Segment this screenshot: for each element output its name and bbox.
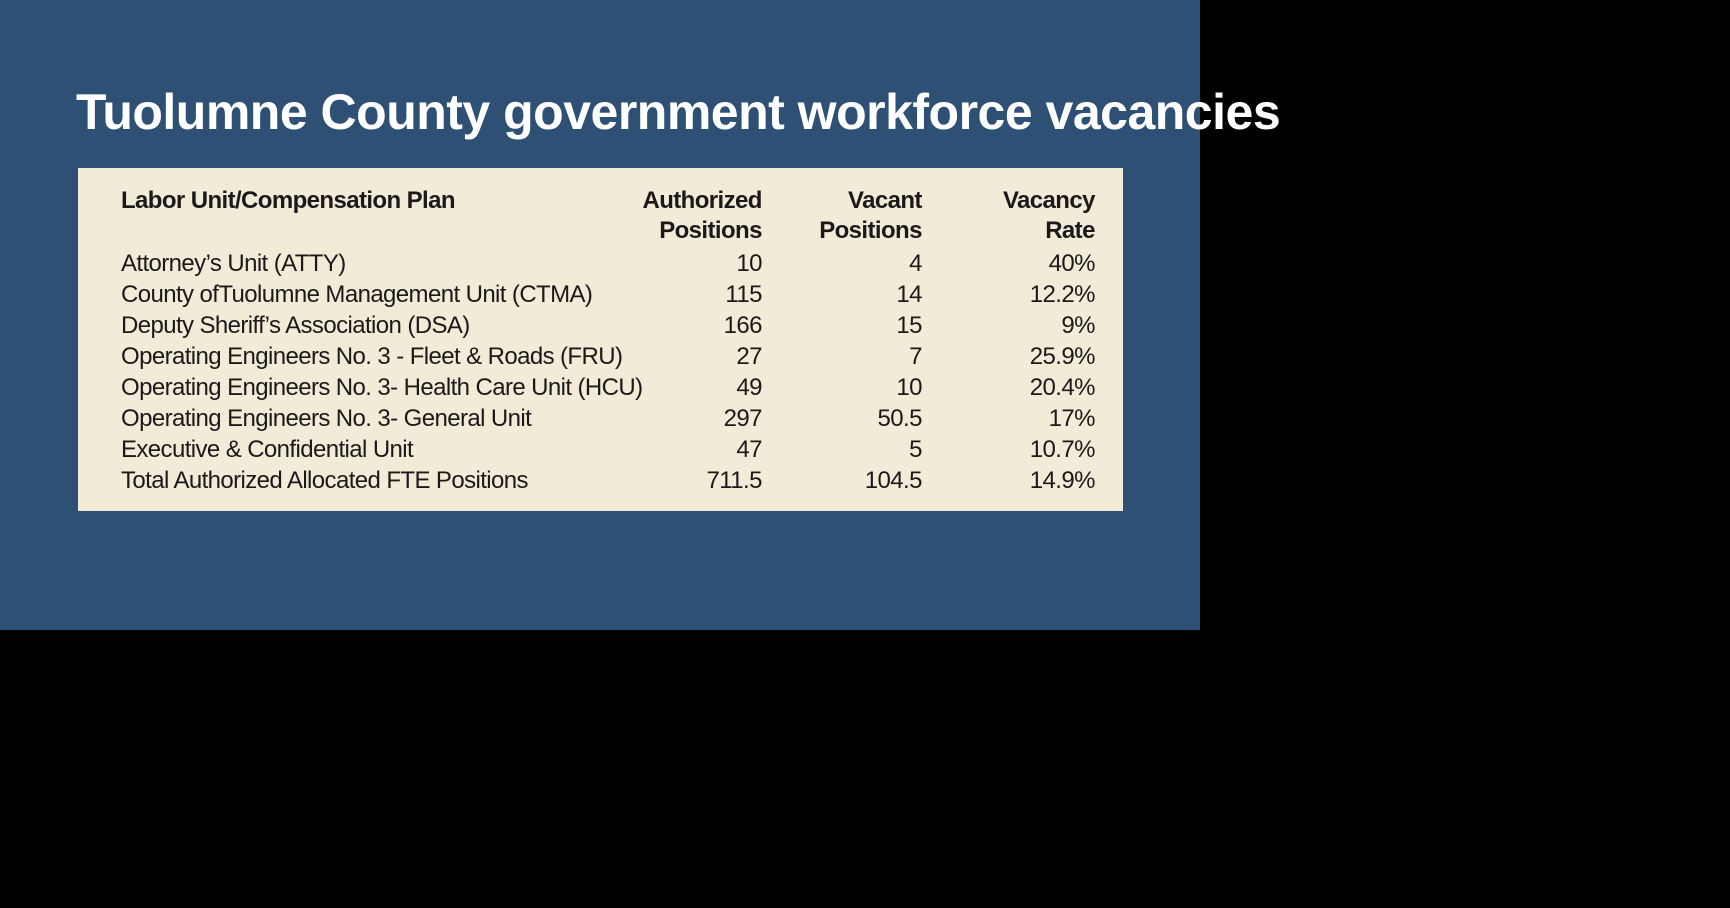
cell-labor-unit: Operating Engineers No. 3- General Unit bbox=[121, 405, 532, 432]
cell-vacant: 7 bbox=[909, 343, 922, 370]
cell-vacancy-rate: 20.4% bbox=[1029, 374, 1095, 401]
cell-vacancy-rate: 25.9% bbox=[1029, 343, 1095, 370]
cell-vacancy-rate: 9% bbox=[1061, 312, 1095, 339]
cell-authorized: 166 bbox=[723, 312, 762, 339]
cell-labor-unit: County ofTuolumne Management Unit (CTMA) bbox=[121, 281, 593, 308]
cell-authorized: 297 bbox=[723, 405, 762, 432]
header-vacancy-rate: Vacancy Rate bbox=[1002, 187, 1095, 244]
cell-authorized: 711.5 bbox=[706, 467, 762, 494]
cell-vacancy-rate: 14.9% bbox=[1029, 467, 1095, 494]
table-header-row bbox=[121, 186, 1095, 248]
cell-vacant: 15 bbox=[896, 312, 922, 339]
table-row bbox=[121, 248, 1095, 279]
cell-vacant: 104.5 bbox=[864, 467, 922, 494]
table-row bbox=[121, 372, 1095, 403]
header-authorized-positions: Authorized Positions bbox=[642, 187, 762, 244]
cell-authorized: 27 bbox=[736, 343, 762, 370]
table-row bbox=[121, 310, 1095, 341]
cell-labor-unit: Deputy Sheriff’s Association (DSA) bbox=[121, 312, 470, 339]
cell-vacant: 5 bbox=[909, 436, 922, 463]
chart-title: Tuolumne County government workforce vacancies bbox=[76, 84, 1281, 140]
cell-labor-unit: Attorney’s Unit (ATTY) bbox=[121, 250, 346, 277]
cell-authorized: 49 bbox=[736, 374, 762, 401]
cell-labor-unit: Operating Engineers No. 3 - Fleet & Roads (FRU) bbox=[121, 343, 623, 370]
cell-labor-unit: Operating Engineers No. 3- Health Care Unit (HCU) bbox=[121, 374, 643, 401]
table-row bbox=[121, 434, 1095, 465]
cell-vacant: 10 bbox=[896, 374, 922, 401]
table-row bbox=[121, 403, 1095, 434]
cell-labor-unit: Total Authorized Allocated FTE Positions bbox=[121, 467, 528, 494]
cell-vacancy-rate: 12.2% bbox=[1029, 281, 1095, 308]
cell-vacant: 4 bbox=[909, 250, 922, 277]
table-card bbox=[78, 168, 1123, 511]
header-vacant-positions: Vacant Positions bbox=[819, 187, 922, 244]
cell-vacancy-rate: 17% bbox=[1048, 405, 1095, 432]
header-labor-unit: Labor Unit/Compensation Plan bbox=[121, 187, 455, 214]
table-row bbox=[121, 341, 1095, 372]
cell-vacant: 14 bbox=[896, 281, 922, 308]
cell-vacancy-rate: 10.7% bbox=[1029, 436, 1095, 463]
cell-vacant: 50.5 bbox=[877, 405, 922, 432]
vacancy-table bbox=[121, 186, 1095, 496]
cell-authorized: 115 bbox=[725, 281, 762, 308]
cell-authorized: 47 bbox=[736, 436, 762, 463]
table-row bbox=[121, 279, 1095, 310]
cell-authorized: 10 bbox=[736, 250, 762, 277]
table-total-row bbox=[121, 465, 1095, 496]
cell-vacancy-rate: 40% bbox=[1048, 250, 1095, 277]
cell-labor-unit: Executive & Confidential Unit bbox=[121, 436, 414, 463]
